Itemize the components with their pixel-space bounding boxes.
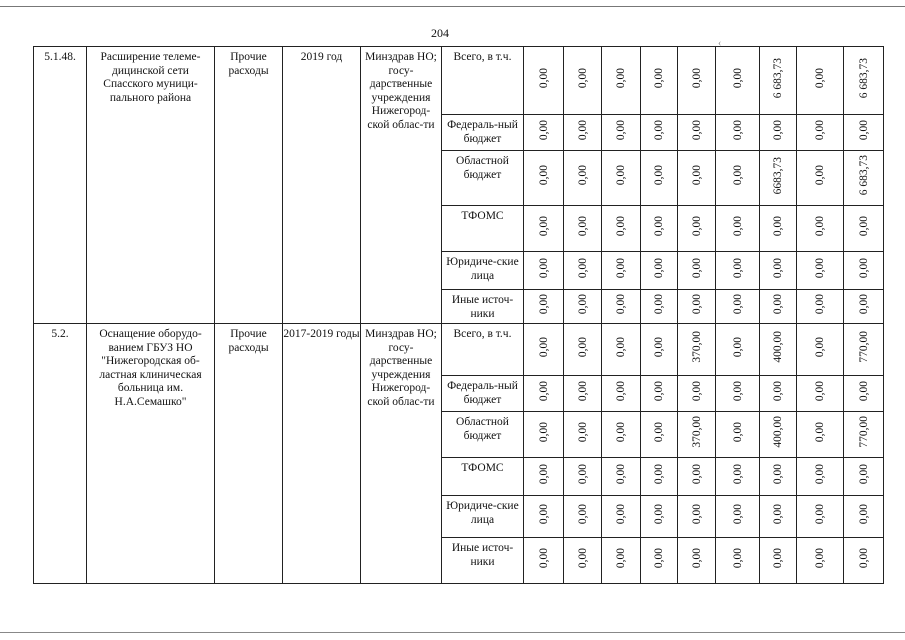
value-text: 6 683,73 xyxy=(857,155,870,196)
funding-source-cell xyxy=(442,290,524,324)
value-cell xyxy=(524,538,564,584)
value-cell xyxy=(844,151,884,206)
value-text: 0,00 xyxy=(731,215,744,237)
value-text: 0,00 xyxy=(814,503,826,525)
value-text: 0,00 xyxy=(653,67,665,89)
value-text: 0,00 xyxy=(576,421,589,443)
value-text: 0,00 xyxy=(772,380,784,402)
value-text: 0,00 xyxy=(576,67,589,89)
value-cell xyxy=(797,496,844,538)
value-text: 0,00 xyxy=(814,380,826,402)
value-text: 0,00 xyxy=(857,257,870,279)
value-text: 0,00 xyxy=(731,119,744,141)
value-text: 0,00 xyxy=(615,67,627,89)
funding-source-cell xyxy=(442,496,524,538)
value-cell xyxy=(760,151,797,206)
value-text: 6 683,73 xyxy=(772,57,784,99)
value-cell xyxy=(602,115,641,151)
value-cell xyxy=(716,458,760,496)
value-cell xyxy=(716,206,760,252)
value-text: 0,00 xyxy=(731,421,744,443)
funding-source-cell xyxy=(442,115,524,151)
value-text: 0,00 xyxy=(690,463,703,485)
value-text: 0,00 xyxy=(731,257,744,279)
value-cell xyxy=(602,458,641,496)
value-text: 0,00 xyxy=(653,380,665,402)
value-cell xyxy=(602,151,641,206)
value-cell xyxy=(760,412,797,458)
value-cell xyxy=(602,412,641,458)
funding-source-cell xyxy=(442,412,524,458)
value-cell xyxy=(564,115,602,151)
value-text: 0,00 xyxy=(576,503,589,525)
funding-source-cell xyxy=(442,151,524,206)
value-cell xyxy=(564,290,602,324)
value-text: 0,00 xyxy=(537,421,550,443)
funding-source-cell xyxy=(442,324,524,376)
value-cell xyxy=(602,47,641,115)
value-cell xyxy=(760,538,797,584)
value-text: 0,00 xyxy=(615,119,627,141)
value-cell xyxy=(602,252,641,290)
value-cell xyxy=(844,115,884,151)
value-text: 0,00 xyxy=(653,463,665,485)
value-cell xyxy=(602,538,641,584)
value-text: 0,00 xyxy=(857,547,870,569)
value-cell xyxy=(641,47,678,115)
top-border-line xyxy=(0,6,905,7)
value-cell xyxy=(524,290,564,324)
value-cell xyxy=(524,252,564,290)
value-cell xyxy=(797,324,844,376)
value-cell xyxy=(760,115,797,151)
value-cell xyxy=(678,538,716,584)
value-text: 0,00 xyxy=(857,380,870,402)
value-text: 0,00 xyxy=(537,119,550,141)
value-text: 0,00 xyxy=(615,547,627,569)
value-text: 0,00 xyxy=(690,215,703,237)
value-cell xyxy=(716,290,760,324)
value-cell xyxy=(641,496,678,538)
period-cell xyxy=(283,47,361,324)
value-text: 0,00 xyxy=(857,215,870,237)
value-text: 0,00 xyxy=(653,293,665,315)
funding-source-label: Федераль-ный бюджет xyxy=(447,119,518,145)
value-text: 0,00 xyxy=(576,165,589,186)
value-text: 0,00 xyxy=(814,67,826,89)
value-cell xyxy=(797,115,844,151)
expense-type-cell xyxy=(215,47,283,324)
value-cell xyxy=(760,252,797,290)
value-text: 0,00 xyxy=(653,336,665,358)
value-text: 0,00 xyxy=(690,293,703,315)
period-cell xyxy=(283,324,361,584)
value-text: 0,00 xyxy=(576,380,589,402)
value-cell xyxy=(524,324,564,376)
value-text: 0,00 xyxy=(653,547,665,569)
value-text: 0,00 xyxy=(814,257,826,279)
value-text: 0,00 xyxy=(731,67,744,89)
value-text: 0,00 xyxy=(576,257,589,279)
value-text: 0,00 xyxy=(814,547,826,569)
value-cell xyxy=(760,496,797,538)
page-number: 204 xyxy=(431,26,449,40)
value-text: 0,00 xyxy=(772,463,784,485)
value-cell xyxy=(760,47,797,115)
value-cell xyxy=(524,115,564,151)
value-text: 0,00 xyxy=(814,165,826,186)
value-text: 0,00 xyxy=(576,293,589,315)
value-text: 0,00 xyxy=(690,503,703,525)
value-cell xyxy=(844,47,884,115)
funding-source-label: Иные источ-ники xyxy=(451,294,514,320)
value-cell xyxy=(641,412,678,458)
value-cell xyxy=(524,458,564,496)
value-text: 0,00 xyxy=(814,463,826,485)
row-number: 5.2. xyxy=(51,328,69,340)
value-cell xyxy=(602,496,641,538)
value-cell xyxy=(797,412,844,458)
value-cell xyxy=(602,324,641,376)
value-text: 0,00 xyxy=(857,293,870,315)
value-cell xyxy=(678,458,716,496)
value-cell xyxy=(844,458,884,496)
value-cell xyxy=(760,458,797,496)
value-text: 0,00 xyxy=(814,293,826,315)
value-cell xyxy=(716,47,760,115)
funding-source-label: Юридиче-ские лица xyxy=(446,500,519,526)
value-text: 0,00 xyxy=(615,215,627,237)
funding-source-label: Юридиче-ские лица xyxy=(446,256,519,282)
value-cell xyxy=(678,206,716,252)
funding-source-cell xyxy=(442,252,524,290)
bottom-border-line xyxy=(0,632,905,633)
row-number-cell xyxy=(34,324,87,584)
value-text: 0,00 xyxy=(731,165,744,186)
value-cell xyxy=(641,206,678,252)
row-number-cell xyxy=(34,47,87,324)
value-text: 0,00 xyxy=(731,293,744,315)
executor-cell xyxy=(361,47,442,324)
value-text: 0,00 xyxy=(857,503,870,525)
value-cell xyxy=(678,496,716,538)
value-cell xyxy=(760,376,797,412)
value-cell xyxy=(716,115,760,151)
value-text: 0,00 xyxy=(537,67,550,89)
value-cell xyxy=(716,412,760,458)
expense-type-cell xyxy=(215,324,283,584)
value-cell xyxy=(716,151,760,206)
value-text: 0,00 xyxy=(653,119,665,141)
value-cell xyxy=(844,412,884,458)
value-text: 0,00 xyxy=(615,293,627,315)
funding-source-label: Областной бюджет xyxy=(456,155,509,181)
value-cell xyxy=(797,458,844,496)
value-text: 0,00 xyxy=(537,547,550,569)
value-cell xyxy=(797,206,844,252)
value-text: 0,00 xyxy=(690,547,703,569)
value-cell xyxy=(564,252,602,290)
value-text: 6 683,73 xyxy=(857,57,870,99)
value-text: 0,00 xyxy=(653,165,665,186)
value-text: 0,00 xyxy=(615,421,627,443)
value-cell xyxy=(602,206,641,252)
value-cell xyxy=(564,324,602,376)
value-cell xyxy=(641,115,678,151)
value-cell xyxy=(844,206,884,252)
funding-source-cell xyxy=(442,47,524,115)
value-text: 0,00 xyxy=(690,380,703,402)
value-text: 0,00 xyxy=(653,503,665,525)
value-text: 0,00 xyxy=(615,463,627,485)
value-text: 0,00 xyxy=(537,336,550,358)
value-cell xyxy=(716,376,760,412)
value-cell xyxy=(678,324,716,376)
value-cell xyxy=(716,252,760,290)
row-name: Расширение телеме-дицинской сети Спасского муници-пального района xyxy=(100,51,201,104)
value-text: 0,00 xyxy=(537,215,550,237)
value-text: 0,00 xyxy=(576,215,589,237)
value-text: 0,00 xyxy=(576,463,589,485)
funding-source-label: ТФОМС xyxy=(461,210,504,222)
funding-source-cell xyxy=(442,458,524,496)
value-cell xyxy=(641,458,678,496)
value-text: 0,00 xyxy=(576,547,589,569)
expense-type: Прочие расходы xyxy=(228,328,269,354)
value-cell xyxy=(641,151,678,206)
table-row xyxy=(34,324,884,376)
value-cell xyxy=(797,290,844,324)
value-text: 0,00 xyxy=(814,421,826,443)
value-text: 0,00 xyxy=(731,503,744,525)
funding-source-label: Всего, в т.ч. xyxy=(453,328,512,340)
value-cell xyxy=(797,538,844,584)
value-cell xyxy=(524,206,564,252)
value-cell xyxy=(678,290,716,324)
value-text: 0,00 xyxy=(857,119,870,141)
value-cell xyxy=(844,376,884,412)
value-cell xyxy=(564,496,602,538)
expense-type: Прочие расходы xyxy=(228,51,269,77)
value-cell xyxy=(760,290,797,324)
funding-source-cell xyxy=(442,206,524,252)
value-cell xyxy=(564,458,602,496)
scan-artifact-mark: ‹ xyxy=(718,38,722,49)
value-cell xyxy=(602,290,641,324)
value-cell xyxy=(524,412,564,458)
value-text: 0,00 xyxy=(537,165,550,186)
value-text: 400,00 xyxy=(772,331,784,363)
value-text: 0,00 xyxy=(772,119,784,141)
value-cell xyxy=(641,376,678,412)
value-cell xyxy=(797,376,844,412)
funding-source-label: Иные источ-ники xyxy=(451,542,514,568)
value-cell xyxy=(564,412,602,458)
value-cell xyxy=(760,206,797,252)
value-text: 0,00 xyxy=(690,257,703,279)
value-cell xyxy=(797,47,844,115)
value-text: 0,00 xyxy=(731,547,744,569)
value-text: 0,00 xyxy=(731,336,744,358)
value-cell xyxy=(844,496,884,538)
value-cell xyxy=(641,252,678,290)
value-text: 0,00 xyxy=(772,215,784,237)
value-text: 0,00 xyxy=(772,547,784,569)
value-cell xyxy=(641,290,678,324)
value-cell xyxy=(716,538,760,584)
value-cell xyxy=(678,376,716,412)
value-text: 0,00 xyxy=(537,380,550,402)
value-text: 770,00 xyxy=(857,416,870,448)
executor: Минздрав НО; госу-дарственные учреждения Нижегород-ской облас-ти xyxy=(365,51,437,131)
row-name-cell xyxy=(87,324,215,584)
value-text: 0,00 xyxy=(772,503,784,525)
value-text: 0,00 xyxy=(615,336,627,358)
value-text: 0,00 xyxy=(690,67,703,89)
value-cell xyxy=(564,376,602,412)
funding-source-cell xyxy=(442,376,524,412)
value-cell xyxy=(797,151,844,206)
value-text: 370,00 xyxy=(690,331,703,363)
funding-source-label: Областной бюджет xyxy=(456,416,509,442)
value-text: 400,00 xyxy=(772,416,784,448)
table-row xyxy=(34,47,884,115)
value-text: 0,00 xyxy=(814,119,826,141)
value-cell xyxy=(524,151,564,206)
value-cell xyxy=(678,252,716,290)
value-cell xyxy=(844,324,884,376)
value-text: 0,00 xyxy=(772,257,784,279)
value-cell xyxy=(678,115,716,151)
value-text: 0,00 xyxy=(615,380,627,402)
period: 2019 год xyxy=(300,51,343,63)
funding-source-label: ТФОМС xyxy=(461,462,504,474)
value-cell xyxy=(524,496,564,538)
funding-source-cell xyxy=(442,538,524,584)
value-text: 0,00 xyxy=(537,257,550,279)
value-cell xyxy=(844,290,884,324)
value-cell xyxy=(641,538,678,584)
value-text: 0,00 xyxy=(576,119,589,141)
value-cell xyxy=(641,324,678,376)
value-text: 0,00 xyxy=(857,463,870,485)
funding-source-label: Федераль-ный бюджет xyxy=(447,380,518,406)
executor: Минздрав НО; госу-дарственные учреждения Нижегород-ской облас-ти xyxy=(365,328,437,408)
value-text: 0,00 xyxy=(653,421,665,443)
value-text: 0,00 xyxy=(731,463,744,485)
period: 2017-2019 годы xyxy=(283,328,360,340)
value-cell xyxy=(844,538,884,584)
value-cell xyxy=(760,324,797,376)
value-cell xyxy=(678,47,716,115)
value-cell xyxy=(564,538,602,584)
value-text: 0,00 xyxy=(537,463,550,485)
value-text: 0,00 xyxy=(615,257,627,279)
funding-source-label: Всего, в т.ч. xyxy=(453,51,512,63)
value-text: 0,00 xyxy=(537,503,550,525)
value-text: 0,00 xyxy=(615,165,627,186)
value-cell xyxy=(602,376,641,412)
value-cell xyxy=(524,376,564,412)
row-name-cell xyxy=(87,47,215,324)
value-text: 0,00 xyxy=(653,215,665,237)
value-text: 0,00 xyxy=(653,257,665,279)
value-cell xyxy=(797,252,844,290)
value-text: 370,00 xyxy=(690,416,703,448)
row-number: 5.1.48. xyxy=(44,51,76,63)
value-text: 0,00 xyxy=(576,336,589,358)
value-cell xyxy=(844,252,884,290)
value-text: 0,00 xyxy=(814,336,826,358)
budget-table xyxy=(33,46,884,584)
value-cell xyxy=(564,206,602,252)
value-cell xyxy=(678,151,716,206)
value-cell xyxy=(524,47,564,115)
value-cell xyxy=(564,47,602,115)
value-text: 0,00 xyxy=(615,503,627,525)
value-text: 0,00 xyxy=(772,293,784,315)
value-text: 0,00 xyxy=(814,215,826,237)
value-text: 0,00 xyxy=(537,293,550,315)
value-cell xyxy=(678,412,716,458)
value-text: 6683,73 xyxy=(772,156,784,195)
value-cell xyxy=(564,151,602,206)
value-text: 0,00 xyxy=(731,380,744,402)
value-cell xyxy=(716,324,760,376)
value-text: 770,00 xyxy=(857,331,870,363)
row-name: Оснащение оборудо-ванием ГБУЗ НО "Нижегородская об-ластная клиническая больница им. Н.А.Семашко" xyxy=(99,328,202,408)
executor-cell xyxy=(361,324,442,584)
value-cell xyxy=(716,496,760,538)
value-text: 0,00 xyxy=(690,165,703,186)
value-text: 0,00 xyxy=(690,119,703,141)
